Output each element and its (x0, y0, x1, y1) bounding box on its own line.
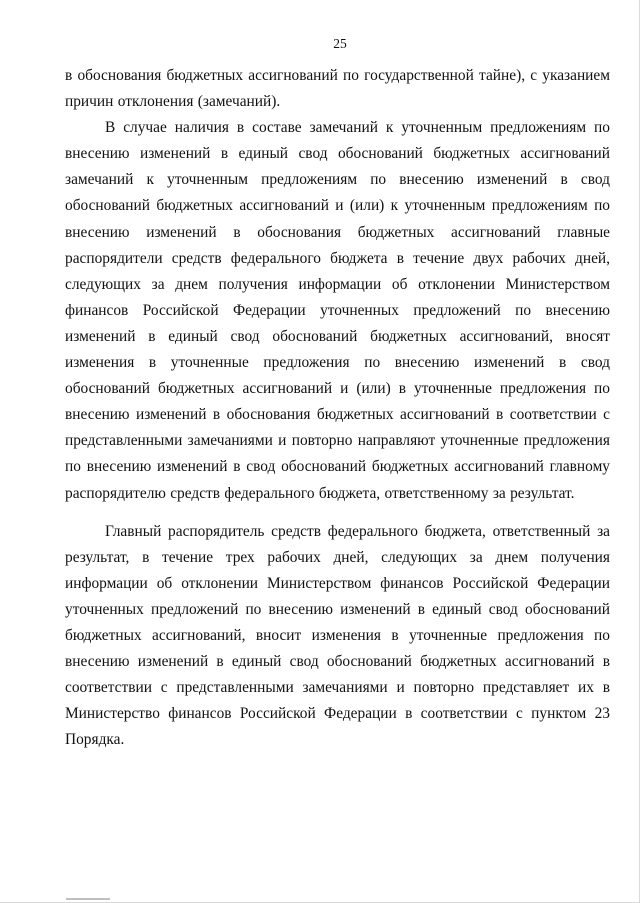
page-number: 25 (333, 36, 347, 51)
paragraph-main-distributor: Главный распорядитель средств федерального бюджета, ответственный за результат, в течение трех рабочих дней, следующих за днем получения информации об отклонении Министерством финансов Российской Федерации уточненных предложений по внесению изменений в единый свод обоснований бюджетных ассигнований, вносит изменения в уточненные предложения по внесению изменений в единый свод обоснований бюджетных ассигнований в соответствии с представленными замечаниями и повторно представляет их в Министерство финансов Российской Федерации в соответствии с пунктом 23 Порядка. (65, 522, 610, 749)
scan-artifact (66, 898, 110, 900)
paragraph-remarks-procedure: В случае наличия в составе замечаний к уточненным предложениям по внесению изменений в единый свод обоснований бюджетных ассигнований замечаний к уточненным предложениям по внесению изменений в свод обоснований бюджетных ассигнований и (или) к уточненным предложениям по внесению изменений в обоснования бюджетных ассигнований главные распорядители средств федерального бюджета в течение двух рабочих дней, следующих за днем получения информации об отклонении Министерством финансов Российской Федерации уточненных предложений по внесению изменений в единый свод обоснований бюджетных ассигнований, вносят изменения в уточненные предложения по внесению изменений в свод обоснований бюджетных ассигнований и (или) в уточненные предложения по внесению изменений в обоснования бюджетных ассигнований в соответствии с представленными замечаниями и повторно направляют уточненные предложения по внесению изменений в свод обоснований бюджетных ассигнований главному распорядителю средств федерального бюджета, ответственному за результат. (65, 119, 610, 502)
paragraph-continuation: в обоснования бюджетных ассигнований по государственной тайне), с указанием причин отклонения (замечаний). (65, 67, 610, 111)
document-body (65, 63, 610, 753)
